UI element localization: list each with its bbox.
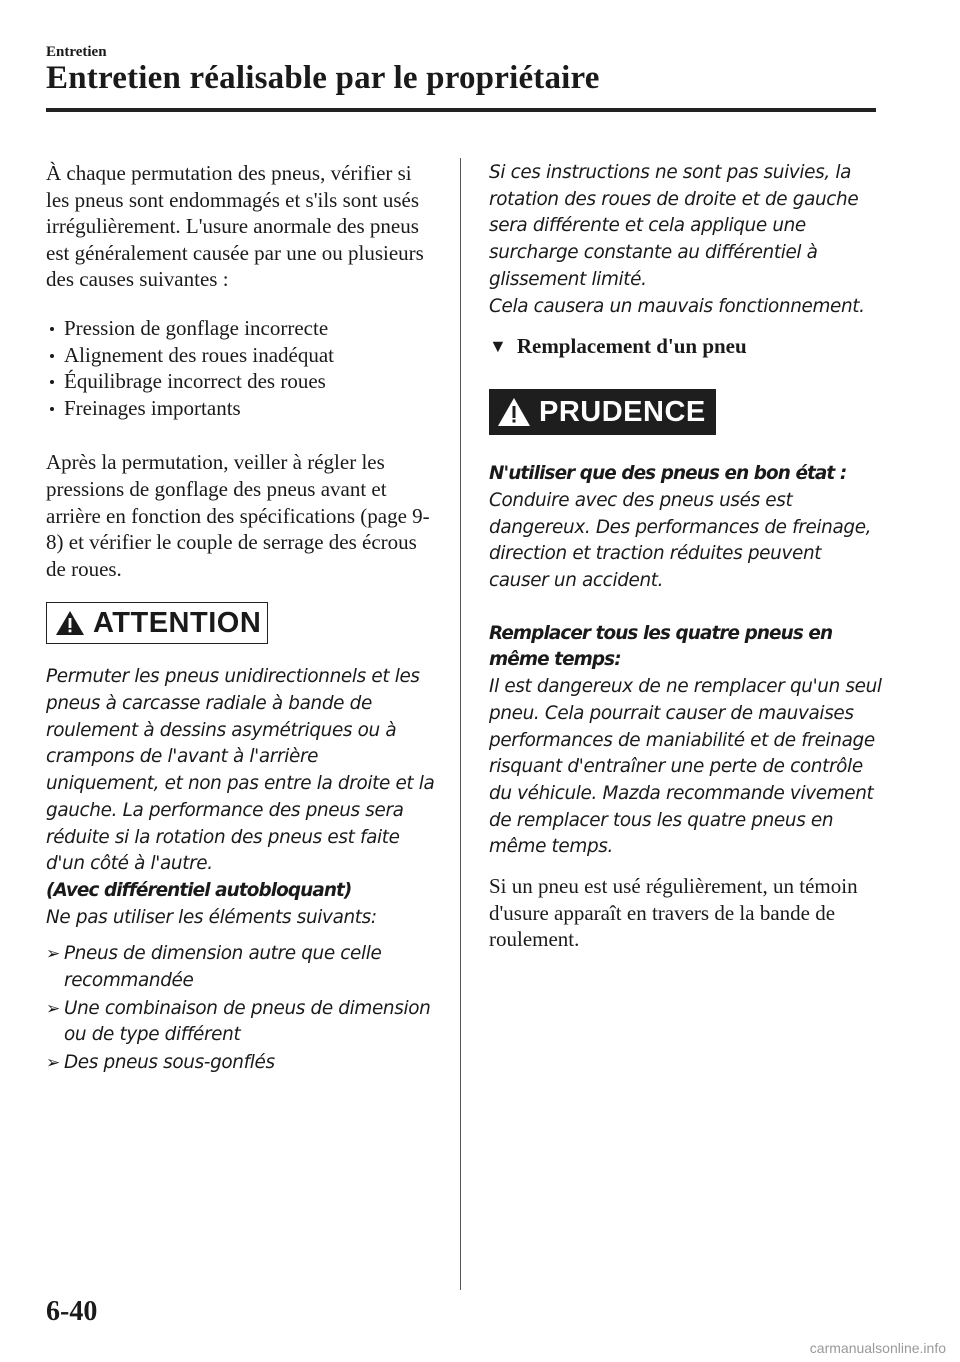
diff-heading: (Avec différentiel autobloquant) bbox=[46, 879, 352, 901]
page-number: 6-40 bbox=[46, 1296, 98, 1327]
left-column bbox=[46, 160, 436, 1078]
causes-list bbox=[46, 315, 436, 421]
prudence-text-1: Conduire avec des pneus usés est dangereux. Des performances de freinage, direction et traction réduites peuvent causer un accident. bbox=[489, 489, 872, 592]
arrow-right-icon: ➢ bbox=[46, 1053, 60, 1074]
prudence-banner bbox=[489, 389, 884, 435]
bullet-dot-icon bbox=[50, 407, 54, 411]
diff-intro: Ne pas utiliser les éléments suivants: bbox=[46, 906, 377, 928]
column-divider bbox=[460, 158, 461, 1290]
section-label: Entretien bbox=[46, 44, 107, 60]
tire-replacement-heading: ▼ Remplacement d'un pneu bbox=[489, 334, 747, 359]
list-item: ➢ Pneus de dimension autre que celle recommandée bbox=[46, 943, 382, 992]
bullet-dot-icon bbox=[50, 380, 54, 384]
attention-text: Permuter les pneus unidirectionnels et les pneus à carcasse radiale à bande de roulement à dessins asymétriques ou à crampons de l'avant à l'arrière uniquement, et non pas entre la droite et la gauche. La performance des pneus sera réduite si la rotation des pneus est faite d'un côté à l'autre. bbox=[46, 666, 435, 875]
diff-items-list bbox=[46, 941, 436, 1077]
after-rotation-paragraph: Après la permutation, veiller à régler les pressions de gonflage des pneus avant et arrière en fonction des spécifications (page 9-8) et vérifier le couple de serrage des écrous de roues. bbox=[46, 450, 430, 581]
wear-indicator-paragraph: Si un pneu est usé régulièrement, un témoin d'usure apparaît en travers de la bande de roulement. bbox=[489, 874, 858, 952]
bullet-dot-icon bbox=[50, 327, 54, 331]
list-item: Freinages importants bbox=[46, 395, 436, 422]
attention-banner bbox=[46, 602, 436, 644]
prudence-text-2: Il est dangereux de ne remplacer qu'un seul pneu. Cela pourrait causer de mauvaises performances de maniabilité et de freinage risquant d'entraîner une perte de contrôle du véhicule. Mazda recommande vivement de remplacer tous les quatre pneus en même temps. bbox=[489, 676, 882, 858]
prudence-heading-1: N'utiliser que des pneus en bon état : bbox=[489, 463, 847, 485]
attention-label: ATTENTION bbox=[93, 606, 262, 639]
prudence-heading-2: Remplacer tous les quatre pneus en même temps: bbox=[489, 622, 833, 671]
warning-triangle-icon bbox=[497, 397, 531, 427]
triangle-down-icon: ▼ bbox=[489, 336, 507, 357]
list-item: Alignement des roues inadéquat bbox=[46, 342, 436, 369]
bullet-dot-icon bbox=[50, 354, 54, 358]
list-item: Pression de gonflage incorrecte bbox=[46, 315, 436, 342]
arrow-right-icon: ➢ bbox=[46, 944, 60, 965]
warning-triangle-icon bbox=[55, 610, 85, 636]
arrow-right-icon: ➢ bbox=[46, 998, 60, 1019]
continued-text-2: Cela causera un mauvais fonctionnement. bbox=[489, 295, 865, 317]
list-item: ➢ Des pneus sous-gonflés bbox=[46, 1050, 436, 1077]
intro-paragraph: À chaque permutation des pneus, vérifier si les pneus sont endommagés et s'ils sont usés irrégulièrement. L'usure anormale des pneus est généralement causée par une ou plusieurs des causes suivantes : bbox=[46, 161, 424, 292]
header-rule bbox=[46, 108, 876, 112]
prudence-box bbox=[489, 389, 716, 435]
prudence-label: PRUDENCE bbox=[539, 395, 706, 428]
continued-text: Si ces instructions ne sont pas suivies, la rotation des roues de droite et de gauche sera différente et cela applique une surcharge constante au différentiel à glissement limité. bbox=[489, 162, 859, 290]
list-item: ➢ Une combinaison de pneus de dimension ou de type différent bbox=[46, 997, 431, 1046]
watermark: carmanualsonline.info bbox=[809, 1340, 946, 1356]
page-title: Entretien réalisable par le propriétaire bbox=[46, 60, 600, 96]
right-column bbox=[489, 160, 884, 953]
attention-box bbox=[46, 602, 268, 644]
list-item: Équilibrage incorrect des roues bbox=[46, 368, 436, 395]
